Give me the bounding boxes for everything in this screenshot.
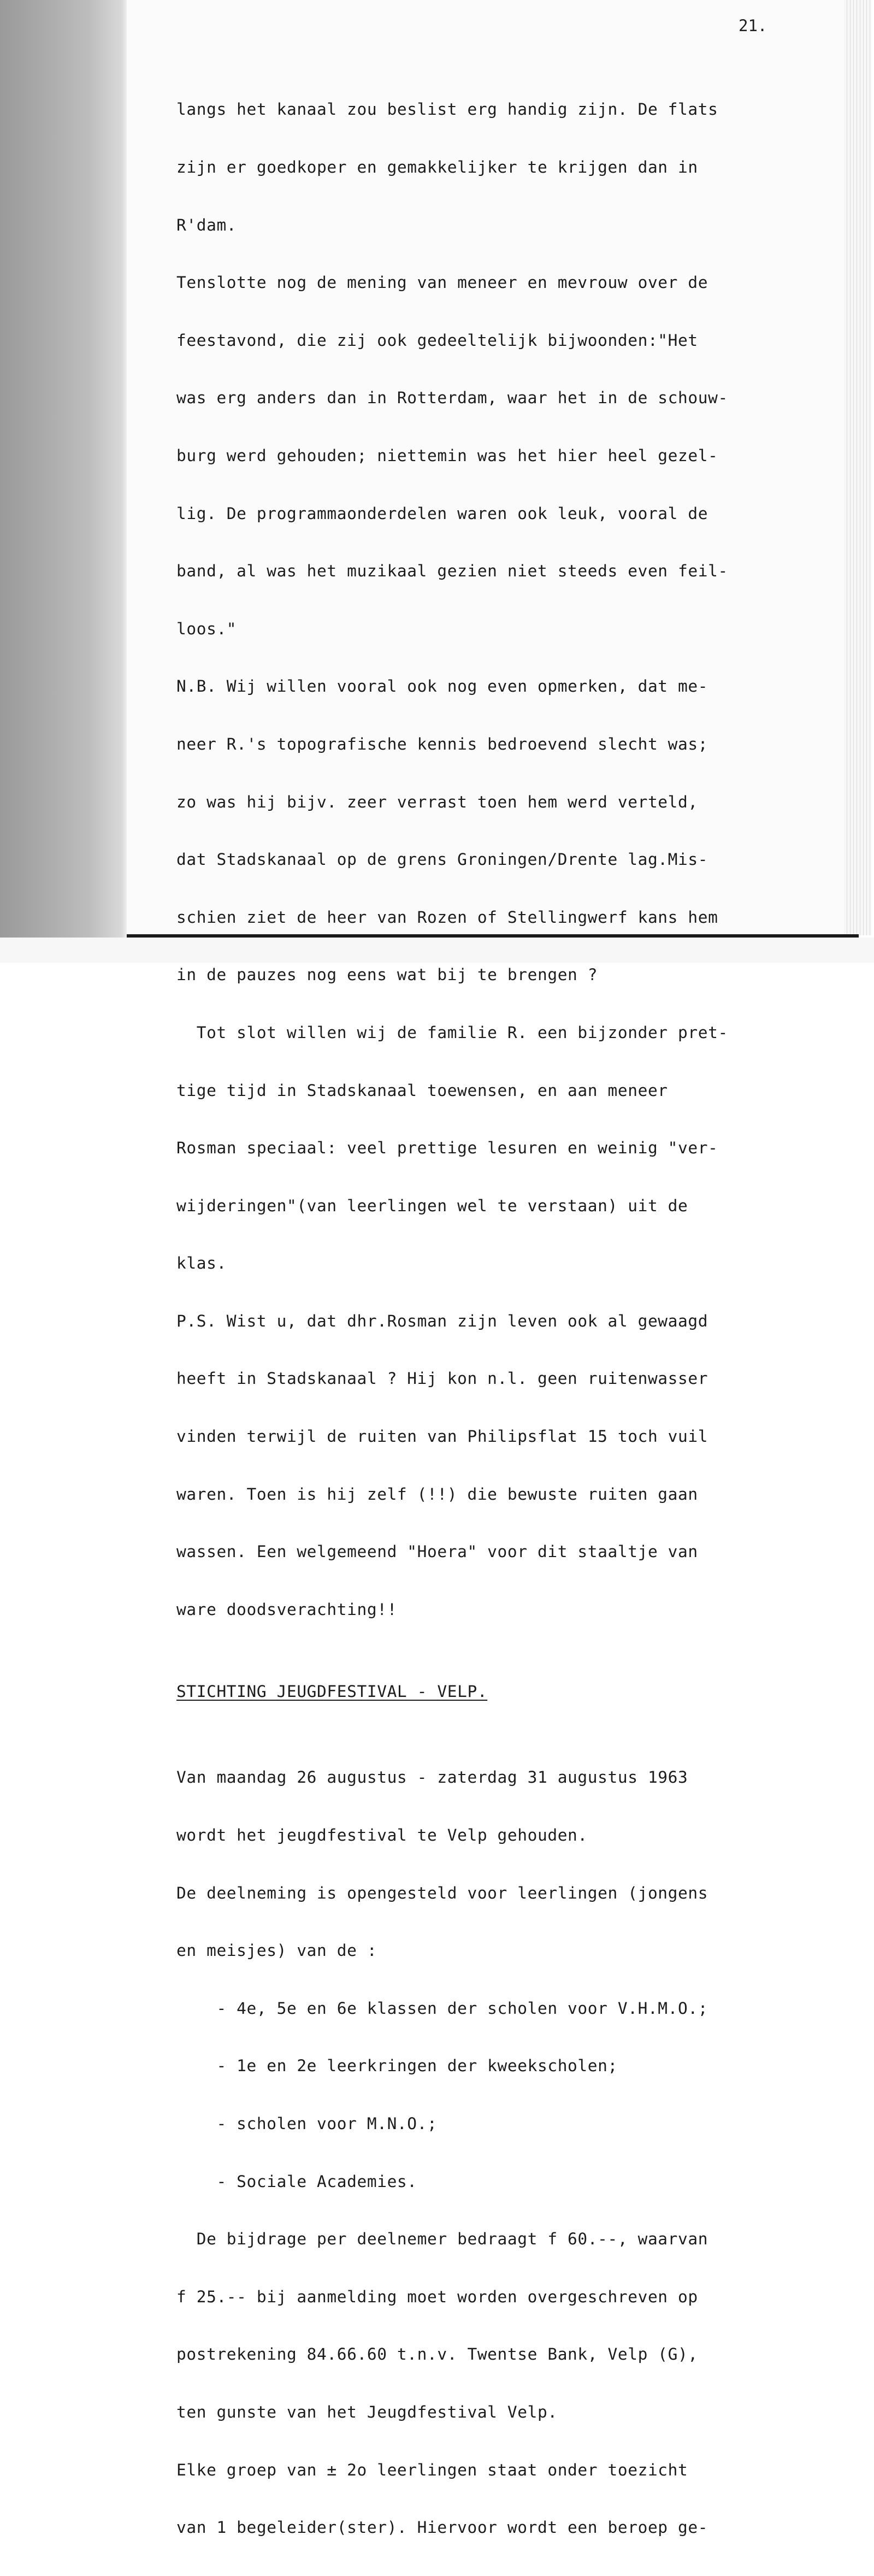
text-line: Elke groep van ± 2o leerlingen staat onder toezicht [176,2460,688,2479]
text-line: vinden terwijl de ruiten van Philipsflat 15 toch vuil [176,1427,708,1446]
text-line: wassen. Een welgemeend "Hoera" voor dit staaltje van [176,1542,698,1561]
text-line: postrekening 84.66.60 t.n.v. Twentse Bank, Velp (G), [176,2345,698,2364]
text-line: dat Stadskanaal op de grens Groningen/Drente lag.Mis- [176,850,708,869]
text-line: lig. De programmaonderdelen waren ook leuk, vooral de [176,504,708,523]
text-line: zijn er goedkoper en gemakkelijker te krijgen dan in [176,158,698,176]
text-line: Tenslotte nog de mening van meneer en mevrouw over de [176,273,708,292]
text-line: N.B. Wij willen vooral ook nog even opmerken, dat me- [176,677,708,696]
text-line: P.S. Wist u, dat dhr.Rosman zijn leven ook al gewaagd [176,1311,708,1330]
list-item: - 4e, 5e en 6e klassen der scholen voor V.H.M.O.; [176,1999,708,2018]
text-line: Tot slot willen wij de familie R. een bijzonder pret- [176,1023,728,1042]
text-line: tige tijd in Stadskanaal toewensen, en aan meneer [176,1081,668,1100]
text-line: in de pauzes nog eens wat bij te brengen ? [176,965,598,985]
text-line: f 25.-- bij aanmelding moet worden overgeschreven op [176,2287,698,2306]
text-line: neer R.'s topografische kennis bedroevend slecht was; [176,734,708,753]
typewritten-text [176,62,728,2576]
list-item: - Sociale Academies. [176,2172,417,2191]
text-line: zo was hij bijv. zeer verrast toen hem werd verteld, [176,792,698,811]
text-line: R'dam. [176,215,237,234]
text-line: De bijdrage per deelnemer bedraagt f 60.--, waarvan [176,2230,708,2249]
list-item: - scholen voor M.N.O.; [176,2114,438,2133]
text-line: van 1 begeleider(ster). Hiervoor wordt een beroep ge- [176,2518,708,2537]
text-line: band, al was het muzikaal gezien niet steeds even feil- [176,562,728,581]
page-number: 21. [739,16,767,35]
text-line: heeft in Stadskanaal ? Hij kon n.l. geen ruitenwasser [176,1369,708,1388]
text-line: waren. Toen is hij zelf (!!) die bewuste ruiten gaan [176,1484,698,1504]
page-stack-edge [844,0,871,935]
list-item: - 1e en 2e leerkringen der kweekscholen; [176,2056,618,2076]
section-heading: STICHTING JEUGDFESTIVAL - VELP. [176,1682,488,1701]
text-line: burg werd gehouden; niettemin was het hier heel gezel- [176,446,718,465]
text-line: feestavond, die zij ook gedeeltelijk bijwoonden:"Het [176,331,698,350]
text-line: loos." [176,619,237,638]
text-line: klas. [176,1254,227,1273]
text-line: ware doodsverachting!! [176,1600,397,1619]
text-line: en meisjes) van de : [176,1941,377,1960]
text-line: was erg anders dan in Rotterdam, waar het in de schouw- [176,388,728,408]
binding-shadow [0,0,127,963]
text-line: wordt het jeugdfestival te Velp gehouden. [176,1826,588,1845]
text-line: ten gunste van het Jeugdfestival Velp. [176,2402,558,2421]
text-line: De deelneming is opengesteld voor leerlingen (jongens [176,1883,708,1902]
text-line: schien ziet de heer van Rozen of Stellingwerf kans hem [176,907,718,927]
text-line: wijderingen"(van leerlingen wel te verstaan) uit de [176,1196,688,1215]
text-line: Van maandag 26 augustus - zaterdag 31 augustus 1963 [176,1768,688,1787]
text-line: langs het kanaal zou beslist erg handig zijn. De flats [176,100,718,119]
text-line: Rosman speciaal: veel prettige lesuren en weinig "ver- [176,1139,718,1158]
